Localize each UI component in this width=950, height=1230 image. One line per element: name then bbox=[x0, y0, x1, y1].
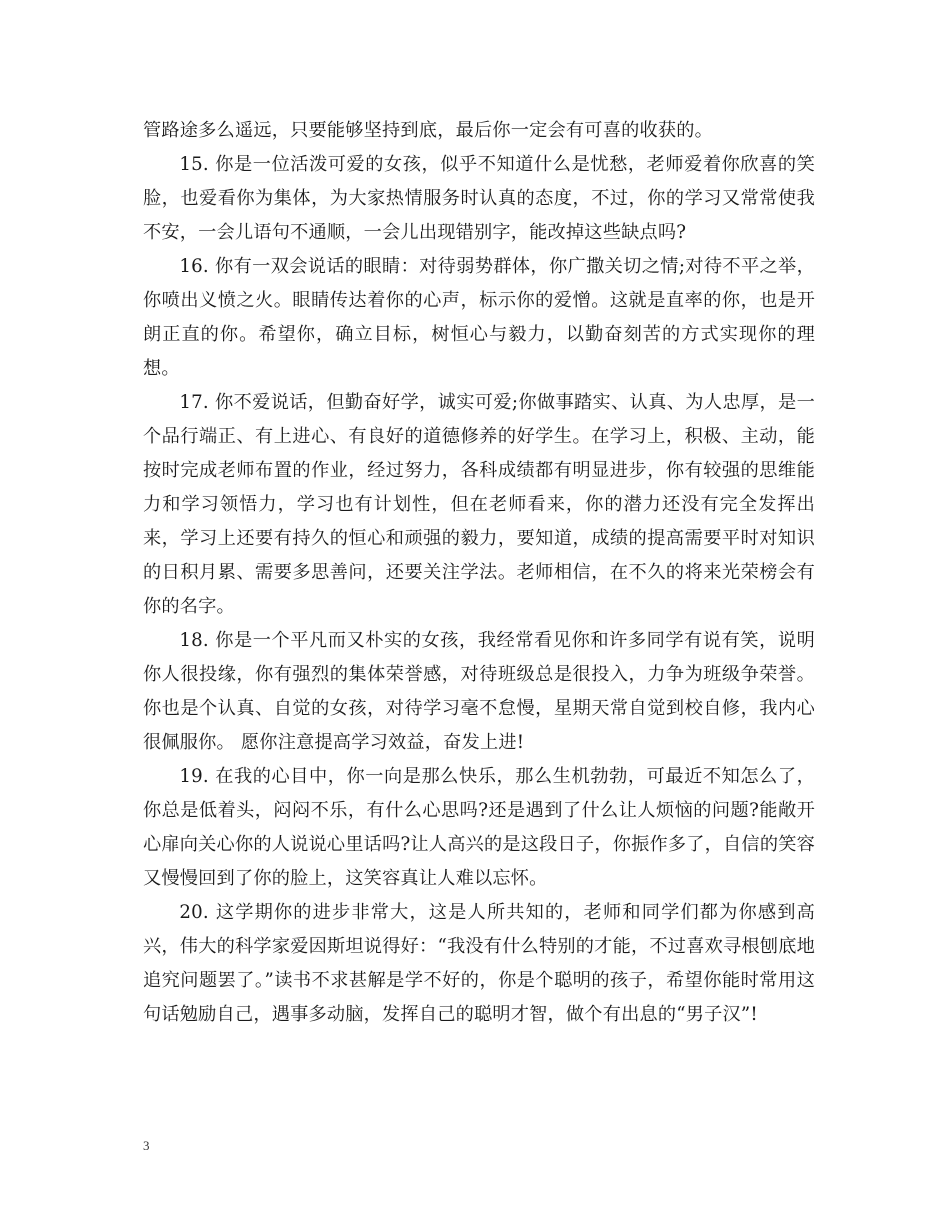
paragraph-18: 18. 你是一个平凡而又朴实的女孩，我经常看见你和许多同学有说有笑，说明你人很投缘，你有强烈的集体荣誉感，对待班级总是很投入，力争为班级争荣誉。你也是个认真、自觉的女孩，对待学习毫不怠慢，星期天常自觉到校自修，我内心很佩服你。 愿你注意提高学习效益，奋发上进! bbox=[143, 630, 815, 753]
paragraph-19: 19. 在我的心目中，你一向是那么快乐，那么生机勃勃，可最近不知怎么了，你总是低着头，闷闷不乐，有什么心思吗?还是遇到了什么让人烦恼的问题?能敞开心扉向关心你的人说说心里话吗?让人高兴的是这段日子，你振作多了，自信的笑容又慢慢回到了你的脸上，这笑容真让人难以忘怀。 bbox=[143, 766, 815, 889]
page-number: 3 bbox=[143, 1138, 150, 1153]
paragraph-continuation: 管路途多么遥远，只要能够坚持到底，最后你一定会有可喜的收获的。 bbox=[143, 120, 714, 141]
paragraph-16: 16. 你有一双会说话的眼睛：对待弱势群体，你广撒关切之情;对待不平之举，你喷出义愤之火。眼睛传达着你的心声，标示你的爱憎。这就是直率的你，也是开朗正直的你。希望你，确立目标，树恒心与毅力，以勤奋刻苦的方式实现你的理想。 bbox=[143, 256, 815, 379]
paragraph-17: 17. 你不爱说话，但勤奋好学，诚实可爱;你做事踏实、认真、为人忠厚，是一个品行端正、有上进心、有良好的道德修养的好学生。在学习上，积极、主动，能按时完成老师布置的作业，经过努力，各科成绩都有明显进步，你有较强的思维能力和学习领悟力，学习也有计划性，但在老师看来，你的潜力还没有完全发挥出来，学习上还要有持久的恒心和顽强的毅力，要知道，成绩的提高需要平时对知识的日积月累、需要多思善问，还要关注学法。老师相信，在不久的将来光荣榜会有你的名字。 bbox=[143, 392, 815, 617]
document-body bbox=[143, 114, 815, 1032]
paragraph-20: 20. 这学期你的进步非常大，这是人所共知的，老师和同学们都为你感到高兴，伟大的科学家爱因斯坦说得好：“我没有什么特别的才能，不过喜欢寻根刨底地追究问题罢了。”读书不求甚解是学不好的，你是个聪明的孩子，希望你能时常用这句话勉励自己，遇事多动脑，发挥自己的聪明才智，做个有出息的“男子汉”! bbox=[143, 902, 815, 1025]
paragraph-15: 15. 你是一位活泼可爱的女孩，似乎不知道什么是忧愁，老师爱着你欣喜的笑脸，也爱看你为集体，为大家热情服务时认真的态度，不过，你的学习又常常使我不安，一会儿语句不通顺，一会儿出现错别字，能改掉这些缺点吗? bbox=[143, 154, 815, 243]
